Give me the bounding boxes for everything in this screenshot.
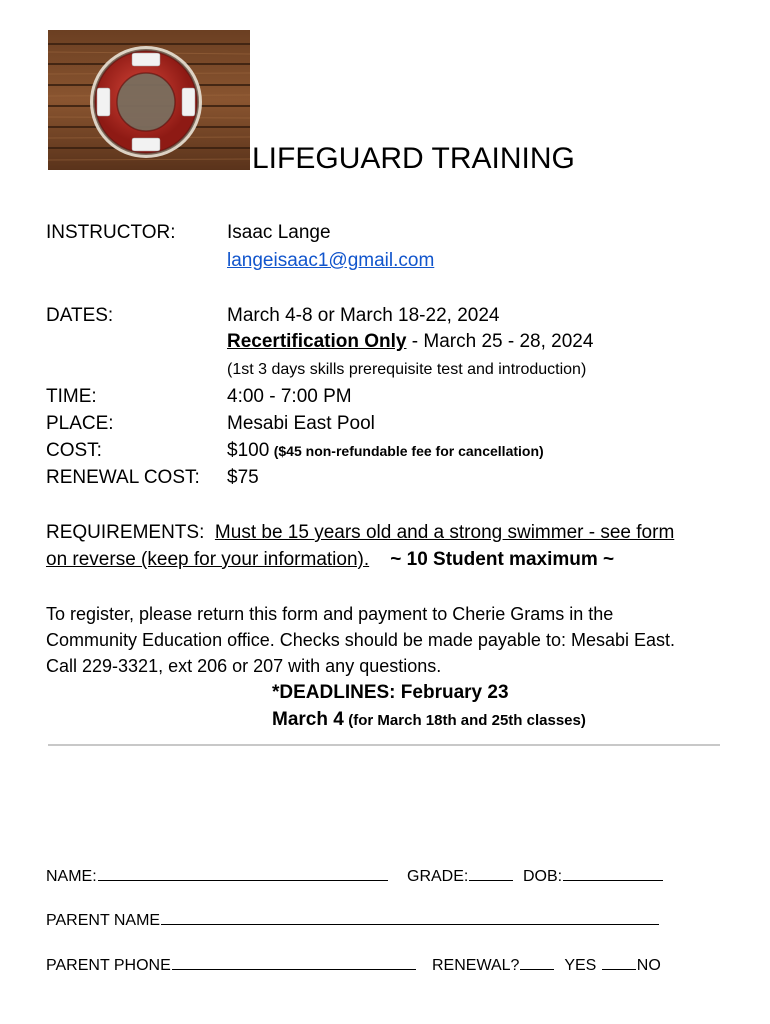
instructor-label: INSTRUCTOR: [46,222,176,243]
renewal-cost-label: RENEWAL COST: [46,467,200,488]
parent-phone-row [46,954,417,975]
divider [48,744,720,746]
parent-name-row [46,909,660,930]
page-title: LIFEGUARD TRAINING [252,142,575,175]
name-label: NAME: [46,868,97,885]
grade-field[interactable] [469,865,513,881]
dates-line1: March 4-8 or March 18-22, 2024 [227,305,500,326]
place-value: Mesabi East Pool [227,413,375,434]
deadlines-line1: *DEADLINES: February 23 [272,682,509,703]
renewal-cost-value: $75 [227,467,259,488]
student-max: ~ 10 Student maximum ~ [390,549,615,570]
recert-dates: - March 25 - 28, 2024 [406,331,594,352]
requirements-label: REQUIREMENTS: [46,522,205,543]
name-row [46,865,389,886]
dates-label: DATES: [46,305,114,326]
parent-phone-field[interactable] [172,954,416,970]
requirements-line1 [46,522,674,544]
parent-name-label: PARENT NAME [46,912,161,929]
life-ring-icon [48,30,250,170]
renewal-field[interactable] [520,954,554,970]
cost-note: ($45 non-refundable fee for cancellation) [273,443,544,459]
yes-no-field[interactable] [602,954,636,970]
place-label: PLACE: [46,413,114,434]
grade-row [407,865,514,886]
cost-row [227,440,544,462]
register-line3: Call 229-3321, ext 206 or 207 with any questions. [46,656,442,676]
instructor-name: Isaac Lange [227,222,331,243]
cost-label: COST: [46,440,102,461]
parent-phone-label: PARENT PHONE [46,957,171,974]
requirements-text-1: Must be 15 years old and a strong swimmer - see form [214,522,675,543]
renewal-label: RENEWAL? [432,957,520,974]
dates-recert [227,331,593,353]
renewal-row [432,954,661,975]
deadline-note: (for March 18th and 25th classes) [348,712,586,729]
cost-value: $100 [227,440,270,461]
grade-label: GRADE: [407,868,469,885]
parent-name-field[interactable] [161,909,659,925]
recert-label: Recertification Only [227,331,407,352]
dob-row [523,865,664,886]
dates-note: (1st 3 days skills prerequisite test and introduction) [227,361,587,378]
yes-label: YES [564,957,597,974]
dob-field[interactable] [563,865,663,881]
instructor-email-link[interactable]: langeisaac1@gmail.com [227,250,435,271]
requirements-line2 [46,549,614,571]
register-line2: Community Education office. Checks should be made payable to: Mesabi East. [46,630,676,650]
deadline-date: March 4 [272,709,344,730]
header-photo [48,30,250,170]
time-value: 4:00 - 7:00 PM [227,386,352,407]
dob-label: DOB: [523,868,563,885]
requirements-text-2: on reverse (keep for your information). [46,549,370,570]
deadlines-line2 [272,709,586,731]
register-line1: To register, please return this form and payment to Cherie Grams in the [46,604,614,624]
no-label: NO [636,957,661,974]
name-field[interactable] [98,865,388,881]
time-label: TIME: [46,386,97,407]
